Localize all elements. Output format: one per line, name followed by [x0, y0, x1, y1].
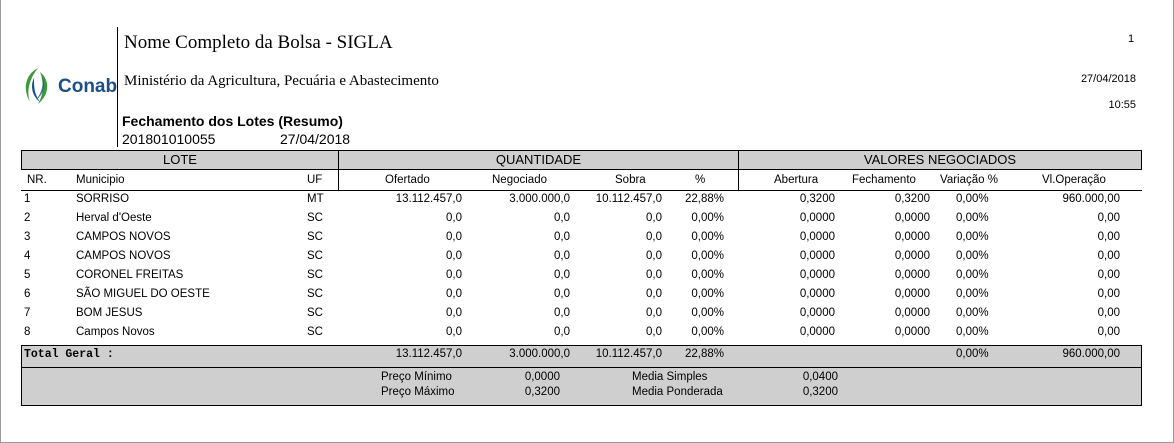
report-id: 201801010055	[122, 131, 216, 147]
cell-variacao: 0,00%	[956, 326, 989, 338]
cell-uf: SC	[307, 307, 323, 319]
col-divider-1	[338, 150, 339, 190]
cell-fechamento: 0,0000	[894, 288, 930, 300]
cell-uf: SC	[307, 231, 323, 243]
col-ofertado: Ofertado	[385, 174, 430, 186]
cell-municipio: CAMPOS NOVOS	[76, 231, 171, 243]
cell-negociado: 0,0	[554, 250, 570, 262]
cell-ofertado: 13.112.457,0	[395, 193, 462, 205]
col-vl-operacao: Vl.Operação	[1042, 174, 1106, 186]
cell-ofertado: 0,0	[446, 288, 462, 300]
col-sobra: Sobra	[615, 174, 646, 186]
cell-fechamento: 0,0000	[894, 307, 930, 319]
cell-pct: 0,00%	[691, 269, 724, 281]
cell-nr: 7	[24, 307, 31, 319]
cell-variacao: 0,00%	[956, 250, 989, 262]
cell-vl-operacao: 0,00	[1097, 231, 1120, 243]
cell-uf: SC	[307, 288, 323, 300]
cell-nr: 1	[24, 193, 31, 205]
cell-municipio: BOM JESUS	[76, 307, 143, 319]
cell-negociado: 3.000.000,0	[509, 193, 570, 205]
cell-abertura: 0,0000	[799, 212, 835, 224]
media-simples-value: 0,0400	[802, 371, 838, 383]
cell-sobra: 0,0	[646, 250, 662, 262]
media-ponderada-value: 0,3200	[802, 386, 838, 398]
cell-nr: 2	[24, 212, 31, 224]
cell-abertura: 0,3200	[799, 193, 835, 205]
cell-abertura: 0,0000	[799, 269, 835, 281]
cell-vl-operacao: 0,00	[1097, 326, 1120, 338]
print-time: 10:55	[1108, 99, 1136, 111]
preco-maximo-label: Preço Máximo	[381, 386, 455, 398]
cell-variacao: 0,00%	[956, 307, 989, 319]
report-title: Fechamento dos Lotes (Resumo)	[122, 113, 343, 129]
cell-pct: 0,00%	[691, 307, 724, 319]
total-sobra: 10.112.457,0	[595, 348, 662, 360]
preco-minimo-label: Preço Mínimo	[381, 371, 452, 383]
page-number: 1	[1128, 33, 1135, 45]
cell-uf: MT	[307, 193, 324, 205]
cell-abertura: 0,0000	[799, 307, 835, 319]
cell-vl-operacao: 0,00	[1097, 269, 1120, 281]
cell-nr: 5	[24, 269, 31, 281]
preco-minimo-value: 0,0000	[524, 371, 560, 383]
col-uf: UF	[307, 174, 323, 186]
media-simples-label: Media Simples	[632, 371, 708, 383]
cell-nr: 6	[24, 288, 31, 300]
cell-abertura: 0,0000	[799, 231, 835, 243]
col-fechamento: Fechamento	[852, 174, 916, 186]
preco-maximo-value: 0,3200	[524, 386, 560, 398]
cell-municipio: CAMPOS NOVOS	[76, 250, 171, 262]
col-municipio: Municipio	[76, 174, 125, 186]
cell-sobra: 0,0	[646, 231, 662, 243]
group-lote: LOTE	[21, 150, 339, 170]
cell-ofertado: 0,0	[446, 231, 462, 243]
cell-abertura: 0,0000	[799, 288, 835, 300]
cell-abertura: 0,0000	[799, 326, 835, 338]
cell-variacao: 0,00%	[956, 288, 989, 300]
cell-fechamento: 0,0000	[894, 231, 930, 243]
cell-uf: SC	[307, 326, 323, 338]
cell-pct: 0,00%	[691, 212, 724, 224]
cell-variacao: 0,00%	[956, 193, 989, 205]
print-date: 27/04/2018	[1080, 73, 1136, 85]
col-abertura: Abertura	[774, 174, 819, 186]
cell-ofertado: 0,0	[446, 326, 462, 338]
col-negociado: Negociado	[492, 174, 547, 186]
cell-sobra: 0,0	[646, 307, 662, 319]
cell-municipio: Herval d'Oeste	[76, 212, 152, 224]
total-label: Total Geral :	[24, 348, 114, 361]
cell-uf: SC	[307, 212, 323, 224]
cell-sobra: 10.112.457,0	[595, 193, 662, 205]
cell-negociado: 0,0	[554, 288, 570, 300]
cell-sobra: 0,0	[646, 326, 662, 338]
cell-negociado: 0,0	[554, 307, 570, 319]
cell-vl-operacao: 0,00	[1097, 212, 1120, 224]
total-negociado: 3.000.000,0	[509, 348, 570, 360]
cell-vl-operacao: 0,00	[1097, 250, 1120, 262]
cell-municipio: Campos Novos	[76, 326, 155, 338]
total-pct: 22,88%	[684, 348, 724, 360]
total-vl-operacao: 960.000,00	[1062, 348, 1120, 360]
cell-pct: 22,88%	[684, 193, 724, 205]
group-quantidade: QUANTIDADE	[338, 150, 739, 170]
cell-pct: 0,00%	[691, 231, 724, 243]
cell-ofertado: 0,0	[446, 307, 462, 319]
total-ofertado: 13.112.457,0	[395, 348, 462, 360]
cell-variacao: 0,00%	[956, 269, 989, 281]
cell-pct: 0,00%	[691, 288, 724, 300]
cell-uf: SC	[307, 250, 323, 262]
cell-vl-operacao: 0,00	[1097, 288, 1120, 300]
cell-abertura: 0,0000	[799, 250, 835, 262]
cell-variacao: 0,00%	[956, 212, 989, 224]
cell-variacao: 0,00%	[956, 231, 989, 243]
conab-logo	[20, 66, 120, 108]
page-border-left	[0, 0, 1, 443]
cell-sobra: 0,0	[646, 212, 662, 224]
cell-nr: 4	[24, 250, 31, 262]
cell-uf: SC	[307, 269, 323, 281]
cell-vl-operacao: 960.000,00	[1062, 193, 1120, 205]
cell-pct: 0,00%	[691, 326, 724, 338]
total-variacao: 0,00%	[956, 348, 989, 360]
cell-fechamento: 0,3200	[894, 193, 930, 205]
col-nr: NR.	[27, 174, 47, 186]
report-date: 27/04/2018	[280, 131, 351, 147]
cell-municipio: CORONEL FREITAS	[76, 269, 184, 281]
col-pct: %	[695, 174, 706, 186]
total-divider	[21, 367, 1142, 368]
col-variacao: Variação %	[940, 174, 998, 186]
media-ponderada-label: Media Ponderada	[632, 386, 723, 398]
col-divider-2	[738, 150, 739, 190]
cell-vl-operacao: 0,00	[1097, 307, 1120, 319]
cell-ofertado: 0,0	[446, 269, 462, 281]
conab-leaf-icon	[20, 66, 56, 108]
cell-ofertado: 0,0	[446, 250, 462, 262]
cell-negociado: 0,0	[554, 326, 570, 338]
cell-fechamento: 0,0000	[894, 212, 930, 224]
cell-pct: 0,00%	[691, 250, 724, 262]
ministerio-name: Ministério da Agricultura, Pecuária e Abastecimento	[124, 73, 439, 89]
logo-text: Conab	[58, 76, 118, 97]
group-valores: VALORES NEGOCIADOS	[738, 150, 1142, 170]
cell-sobra: 0,0	[646, 269, 662, 281]
cell-fechamento: 0,0000	[894, 269, 930, 281]
cell-sobra: 0,0	[646, 288, 662, 300]
bolsa-title: Nome Completo da Bolsa - SIGLA	[124, 32, 393, 53]
cell-negociado: 0,0	[554, 212, 570, 224]
cell-fechamento: 0,0000	[894, 250, 930, 262]
cell-negociado: 0,0	[554, 269, 570, 281]
cell-fechamento: 0,0000	[894, 326, 930, 338]
cell-nr: 3	[24, 231, 31, 243]
cell-municipio: SORRISO	[76, 193, 130, 205]
cell-ofertado: 0,0	[446, 212, 462, 224]
cell-nr: 8	[24, 326, 31, 338]
cell-negociado: 0,0	[554, 231, 570, 243]
cell-municipio: SÃO MIGUEL DO OESTE	[76, 288, 210, 300]
